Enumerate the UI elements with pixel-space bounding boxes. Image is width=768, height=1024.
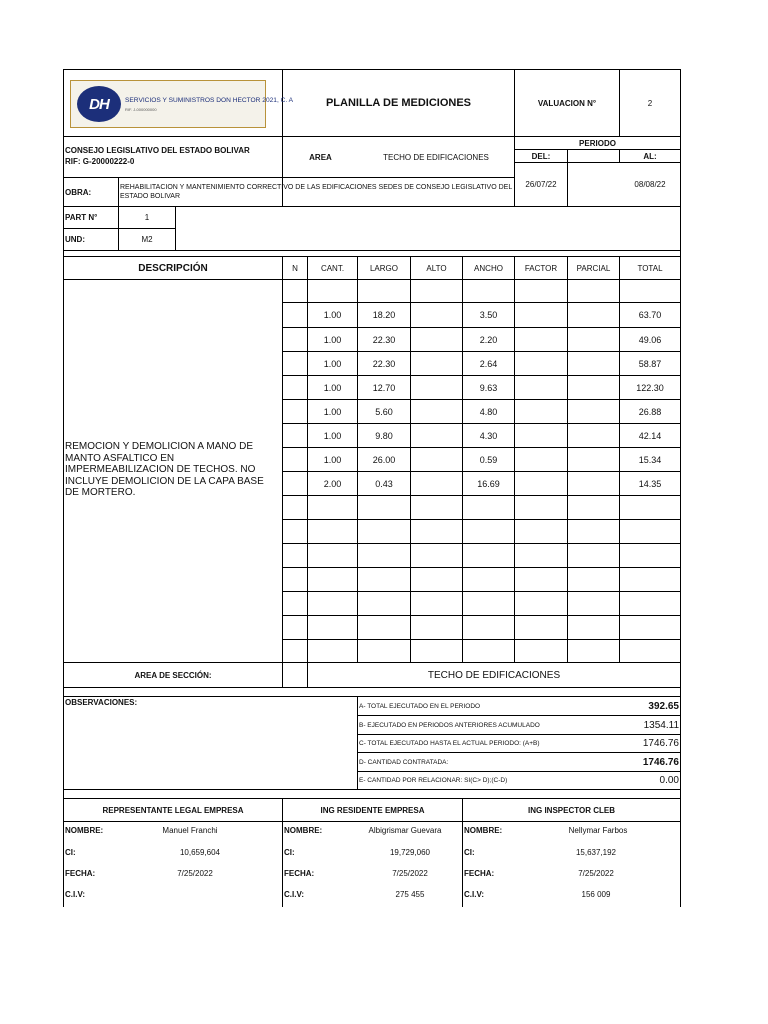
logo-initials: DH <box>89 95 109 113</box>
cell-largo: 26.00 <box>372 454 396 465</box>
nombre-value: Nellymar Farbos <box>568 826 628 835</box>
periodo-label: PERIODO <box>579 138 616 148</box>
summary-value-a: 392.65 <box>648 700 679 712</box>
col-parcial: PARCIAL <box>576 263 611 273</box>
col-descripcion: DESCRIPCIÓN <box>138 262 208 274</box>
cell-cant: 1.00 <box>323 454 342 465</box>
summary-value-b: 1354.11 <box>643 719 679 731</box>
page-title: PLANILLA DE MEDICIONES <box>325 97 472 109</box>
cell-ancho: 2.20 <box>479 334 498 345</box>
summary-label-a: A- TOTAL EJECUTADO EN EL PERIODO <box>359 702 481 710</box>
obra-label: OBRA: <box>65 187 92 197</box>
nombre-label: NOMBRE: <box>65 826 104 835</box>
signature-title: ING INSPECTOR CLEB <box>528 805 615 815</box>
client-name: CONSEJO LEGISLATIVO DEL ESTADO BOLIVAR <box>65 146 250 155</box>
nombre-value: Albigrismar Guevara <box>368 826 442 835</box>
area-seccion-value: TECHO DE EDIFICACIONES <box>427 669 561 681</box>
summary-value-d: 1746.76 <box>642 756 679 768</box>
cell-largo: 5.60 <box>375 406 393 417</box>
civ-label: C.I.V: <box>284 890 305 899</box>
nombre-value: Manuel Franchi <box>162 826 218 835</box>
table-row <box>283 352 680 375</box>
fecha-label: FECHA: <box>284 869 315 878</box>
fecha-label: FECHA: <box>65 869 96 878</box>
cell-ancho: 16.69 <box>477 478 500 489</box>
cell-largo: 18.20 <box>372 310 396 320</box>
cell-ancho: 2.64 <box>479 358 498 369</box>
fecha-value: 7/25/2022 <box>177 869 213 878</box>
obra-value: REHABILITACION Y MANTENIMIENTO CORRECTIVO DE LAS EDIFICACIONES SEDES DE CONSEJO LEGISLATIVO DEL ESTADO BOLIVAR <box>120 184 512 200</box>
cell-cant: 1.00 <box>323 310 342 320</box>
und-label: UND: <box>65 235 85 244</box>
cell-cant: 1.00 <box>323 334 342 345</box>
summary-value-c: 1746.76 <box>642 738 679 749</box>
ci-label: CI: <box>65 848 76 857</box>
cell-largo: 12.70 <box>372 382 396 393</box>
cell-ancho: 9.63 <box>479 382 498 393</box>
valuacion-value: 2 <box>647 98 653 108</box>
col-largo: LARGO <box>369 263 398 273</box>
cell-total: 15.34 <box>638 454 662 465</box>
table-row <box>283 303 680 327</box>
area-seccion-label: AREA DE SECCIÓN: <box>134 670 212 680</box>
client-rif: RIF: G-20000222-0 <box>65 157 135 166</box>
logo-rif: RIF. J-000000000 <box>125 107 157 112</box>
civ-value: 156 009 <box>581 890 611 899</box>
summary-label-c: C- TOTAL EJECUTADO HASTA EL ACTUAL PERIODO: (A+B) <box>359 740 540 747</box>
col-ancho: ANCHO <box>474 263 503 273</box>
part-value: 1 <box>144 213 150 222</box>
table-row <box>283 448 680 471</box>
cell-cant: 1.00 <box>323 382 342 393</box>
part-label: PART N° <box>65 213 98 222</box>
summary-label-b: B- EJECUTADO EN PERIODOS ANTERIORES ACUMULADO <box>359 721 540 729</box>
col-total: TOTAL <box>637 263 663 273</box>
del-value: 26/07/22 <box>525 180 557 189</box>
cell-cant: 1.00 <box>323 358 342 369</box>
table-row <box>283 376 680 399</box>
area-label: AREA <box>309 152 332 162</box>
signature-title: ING RESIDENTE EMPRESA <box>320 805 425 815</box>
del-label: DEL: <box>531 151 551 161</box>
civ-label: C.I.V: <box>65 890 86 899</box>
ci-label: CI: <box>464 848 475 857</box>
fecha-label: FECHA: <box>464 869 495 878</box>
observaciones-label: OBSERVACIONES: <box>65 698 138 707</box>
civ-label: C.I.V: <box>464 890 485 899</box>
cell-cant: 2.00 <box>323 478 342 489</box>
und-value: M2 <box>141 235 153 244</box>
cell-ancho: 4.80 <box>479 406 498 417</box>
col-n: N <box>292 263 298 273</box>
al-value: 08/08/22 <box>634 180 666 189</box>
area-value: TECHO DE EDIFICACIONES <box>383 152 489 162</box>
item-description: REMOCION Y DEMOLICION A MANO DE MANTO ASFALTICO EN IMPERMEABILIZACION DE TECHOS. NO INCLUYE DEMOLICION DE LA CAPA BASE DE MORTERO. <box>65 441 264 498</box>
col-alto: ALTO <box>426 263 447 273</box>
ci-value: 15,637,192 <box>575 848 617 857</box>
summary-label-d: D- CANTIDAD CONTRATADA: <box>359 758 449 766</box>
nombre-label: NOMBRE: <box>464 826 503 835</box>
summary-label-e: E- CANTIDAD POR RELACIONAR: SI(C> D);(C-D) <box>359 777 508 784</box>
cell-largo: 22.30 <box>372 334 396 345</box>
dh-badge-icon <box>77 86 121 122</box>
cell-ancho: 4.30 <box>479 430 498 441</box>
valuacion-label: VALUACION N° <box>537 98 597 108</box>
ci-value: 10,659,604 <box>179 848 221 857</box>
cell-largo: 0.43 <box>375 478 393 489</box>
summary-value-e: 0.00 <box>659 775 679 786</box>
cell-total: 26.88 <box>638 406 662 417</box>
civ-value: 275 455 <box>395 890 425 899</box>
cell-total: 63.70 <box>638 310 662 320</box>
col-factor: FACTOR <box>524 263 558 273</box>
nombre-label: NOMBRE: <box>284 826 323 835</box>
cell-total: 58.87 <box>638 358 662 369</box>
cell-cant: 1.00 <box>323 406 342 417</box>
col-cant: CANT. <box>320 263 345 273</box>
table-row <box>283 400 680 423</box>
cell-largo: 9.80 <box>375 430 393 441</box>
table-row <box>283 328 680 351</box>
cell-ancho: 3.50 <box>479 310 498 320</box>
logo-company-name: SERVICIOS Y SUMINISTROS DON HECTOR 2021, C. A <box>125 97 294 104</box>
cell-ancho: 0.59 <box>479 454 498 465</box>
ci-label: CI: <box>284 848 295 857</box>
cell-total: 122.30 <box>636 382 664 393</box>
table-row <box>283 424 680 447</box>
cell-total: 49.06 <box>638 334 662 345</box>
company-logo <box>70 80 294 128</box>
table-row <box>283 472 680 495</box>
cell-total: 14.35 <box>638 478 662 489</box>
signature-title: REPRESENTANTE LEGAL EMPRESA <box>102 805 244 815</box>
fecha-value: 7/25/2022 <box>578 869 614 878</box>
cell-largo: 22.30 <box>372 358 396 369</box>
ci-value: 19,729,060 <box>389 848 431 857</box>
cell-total: 42.14 <box>638 430 662 441</box>
cell-cant: 1.00 <box>323 430 342 441</box>
al-label: AL: <box>643 151 657 161</box>
fecha-value: 7/25/2022 <box>392 869 428 878</box>
